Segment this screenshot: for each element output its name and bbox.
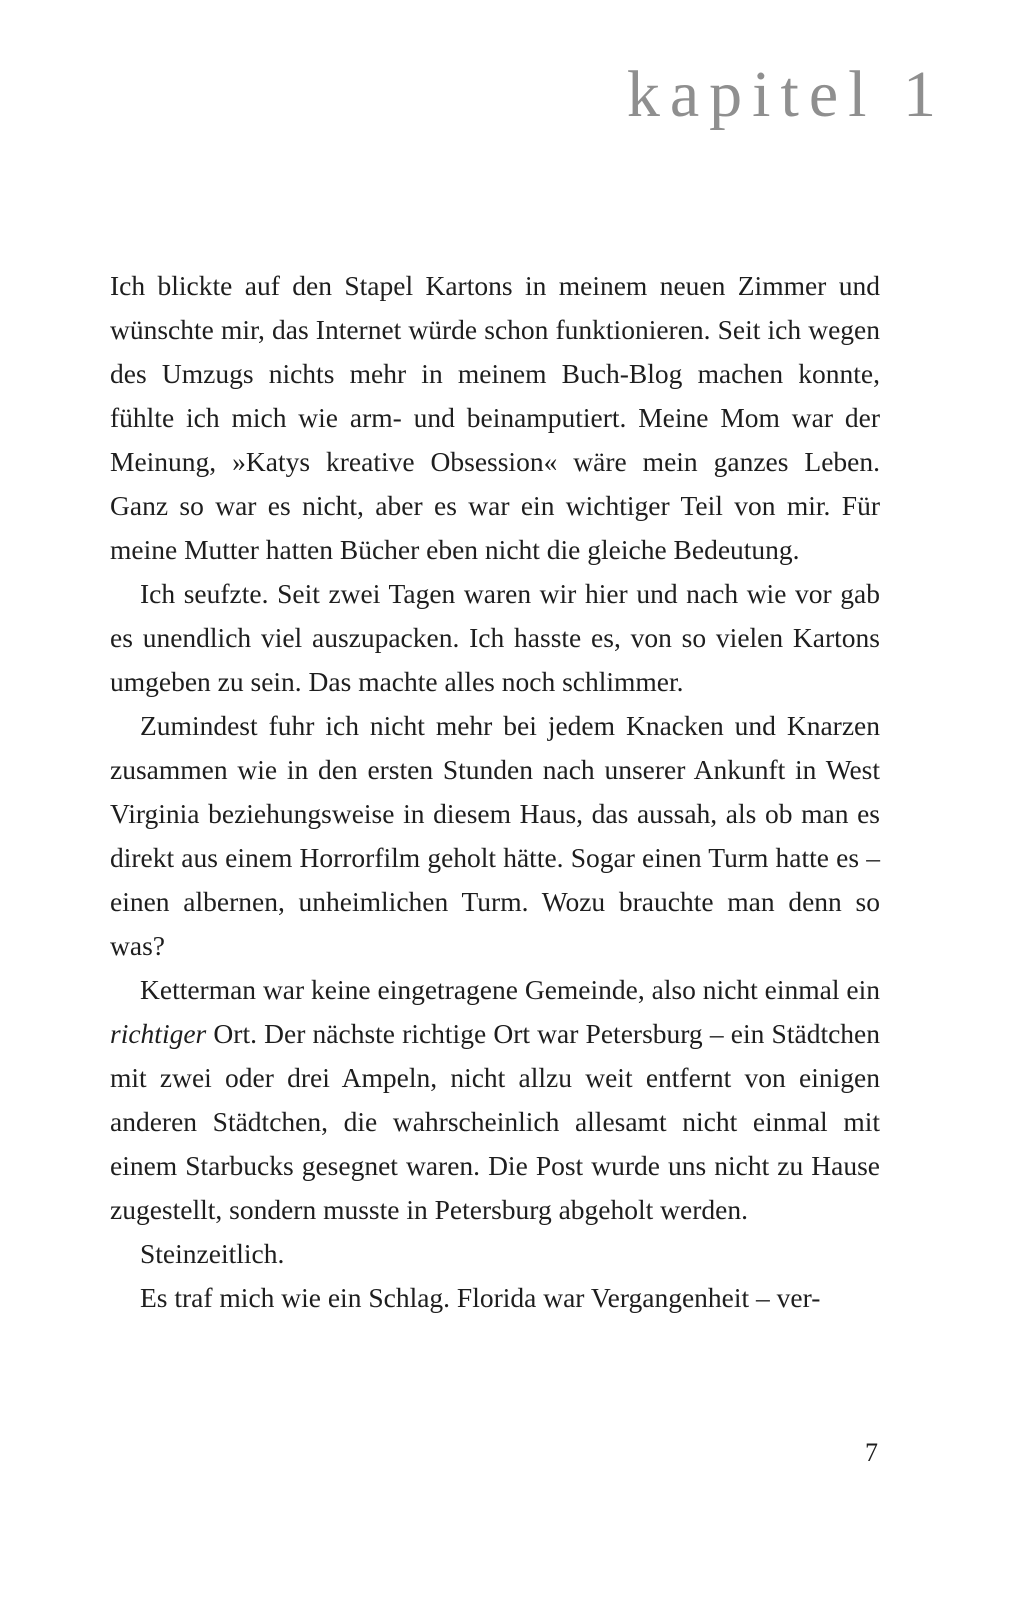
paragraph-text: Ort. Der nächste richtige Ort war Petersburg – ein Städtchen mit zwei oder drei Ampeln, nicht allzu weit entfernt von einigen anderen Städtchen, die wahrscheinlich allesamt nicht einmal mit einem Starbucks gesegnet waren. Die Post wurde uns nicht zu Hause zugestellt, sondern musste in Petersburg abgeholt werden. xyxy=(110,1018,880,1225)
paragraph-text: Ich seufzte. Seit zwei Tagen waren wir hier und nach wie vor gab es unendlich viel auszupacken. Ich hasste es, von so vielen Kartons umgeben zu sein. Das machte alles noch schlimmer. xyxy=(110,578,880,697)
paragraph-text: Ketterman war keine eingetragene Gemeinde, also nicht einmal ein xyxy=(140,974,880,1005)
page-number: 7 xyxy=(865,1438,878,1467)
paragraph-text: Zumindest fuhr ich nicht mehr bei jedem Knacken und Knarzen zusammen wie in den ersten Stunden nach unserer Ankunft in West Virginia beziehungsweise in diesem Haus, das aussah, als ob man es direkt aus einem Horrorfilm geholt hätte. Sogar einen Turm hatte es – einen albernen, unheimlichen Turm. Wozu brauchte man denn so was? xyxy=(110,710,880,961)
paragraph xyxy=(110,704,880,968)
paragraph xyxy=(110,1276,880,1320)
paragraph xyxy=(110,1232,880,1276)
paragraph-text: Steinzeitlich. xyxy=(140,1238,285,1269)
chapter-heading: kapitel 1 xyxy=(626,58,946,131)
paragraph xyxy=(110,264,880,572)
paragraph xyxy=(110,572,880,704)
paragraph-text: Ich blickte auf den Stapel Kartons in meinem neuen Zimmer und wünschte mir, das Internet würde schon funktionieren. Seit ich wegen des Umzugs nichts mehr in meinem Buch-Blog machen konnte, fühlte ich mich wie arm- und beinamputiert. Meine Mom war der Meinung, »Katys kreative Obsession« wäre mein ganzes Leben. Ganz so war es nicht, aber es war ein wichtiger Teil von mir. Für meine Mutter hatten Bücher eben nicht die gleiche Bedeutung. xyxy=(110,270,880,565)
emphasized-word: richtiger xyxy=(110,1018,207,1049)
paragraph xyxy=(110,968,880,1232)
body-text xyxy=(110,264,880,1320)
paragraph-text: Es traf mich wie ein Schlag. Florida war Vergangenheit – ver- xyxy=(140,1282,821,1313)
